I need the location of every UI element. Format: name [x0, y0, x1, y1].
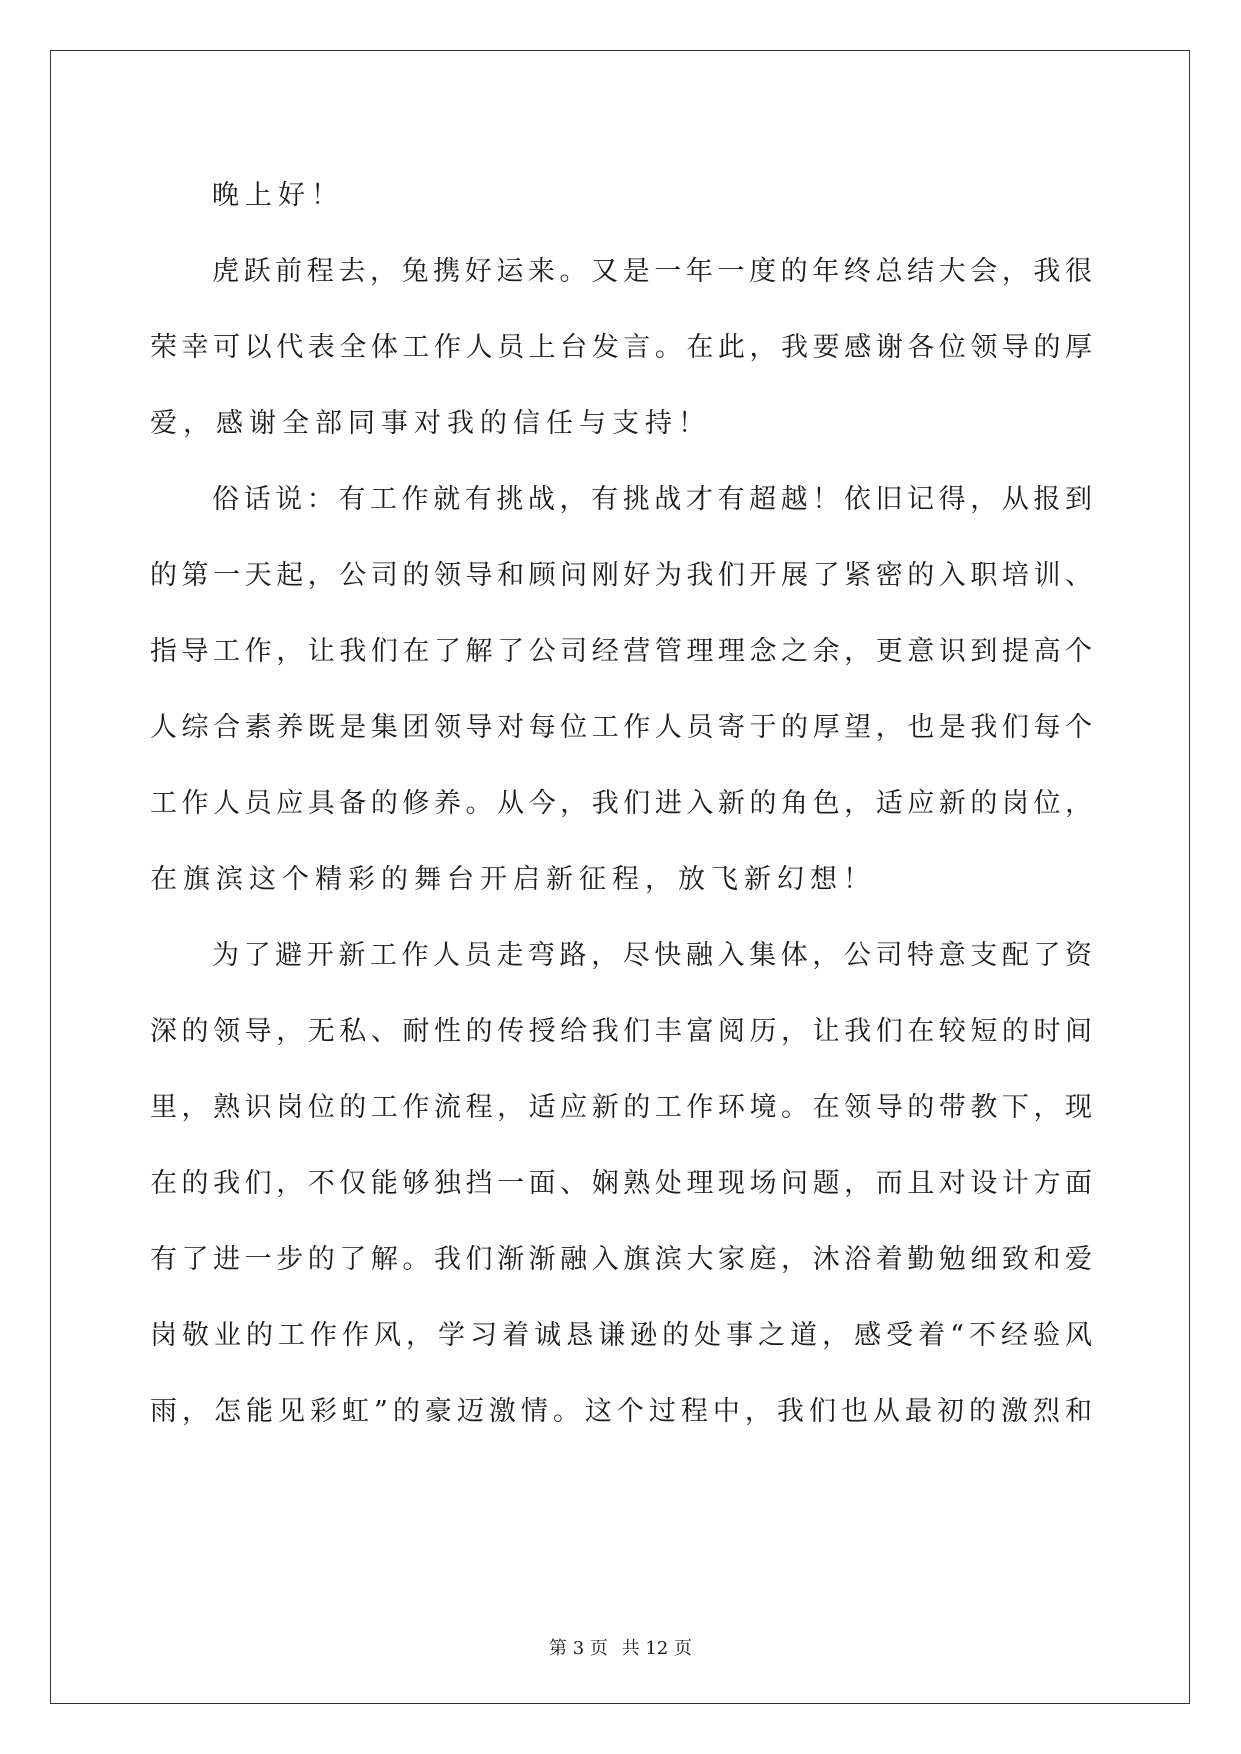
paragraph-line: 在的我们，不仅能够独挡一面、娴熟处理现场问题，而且对设计方面 — [150, 1168, 1092, 1199]
document-body — [150, 158, 1092, 1450]
paragraph-line: 岗敬业的工作作风，学习着诚恳谦逊的处事之道，感受着“不经验风 — [150, 1320, 1092, 1351]
paragraph-line: 里，熟识岗位的工作流程，适应新的工作环境。在领导的带教下，现 — [150, 1092, 1092, 1123]
paragraph-line: 的第一天起，公司的领导和顾问刚好为我们开展了紧密的入职培训、 — [150, 560, 1092, 591]
paragraph-line: 在旗滨这个精彩的舞台开启新征程，放飞新幻想！ — [150, 864, 876, 895]
page-footer — [0, 1634, 1241, 1660]
paragraph-line: 晚上好！ — [212, 180, 344, 211]
paragraph-line: 雨，怎能见彩虹”的豪迈激情。这个过程中，我们也从最初的激烈和 — [150, 1396, 1092, 1427]
paragraph-line: 虎跃前程去，兔携好运来。又是一年一度的年终总结大会，我很 — [212, 256, 1092, 287]
paragraph-line: 人综合素养既是集团领导对每位工作人员寄于的厚望，也是我们每个 — [150, 712, 1092, 743]
paragraph-line: 指导工作，让我们在了解了公司经营管理理念之余，更意识到提高个 — [150, 636, 1092, 667]
paragraph-line: 为了避开新工作人员走弯路，尽快融入集体，公司特意支配了资 — [212, 940, 1092, 971]
paragraph-line: 深的领导，无私、耐性的传授给我们丰富阅历，让我们在较短的时间 — [150, 1016, 1092, 1047]
paragraph-line: 荣幸可以代表全体工作人员上台发言。在此，我要感谢各位领导的厚 — [150, 332, 1092, 363]
page-number: 第 3 页 — [549, 1638, 608, 1659]
page-total: 共 12 页 — [621, 1638, 692, 1659]
paragraph-line: 爱，感谢全部同事对我的信任与支持！ — [150, 408, 711, 439]
paragraph-line: 有了进一步的了解。我们渐渐融入旗滨大家庭，沐浴着勤勉细致和爱 — [150, 1244, 1092, 1275]
paragraph-line: 俗话说：有工作就有挑战，有挑战才有超越！依旧记得，从报到 — [212, 484, 1092, 515]
paragraph-line: 工作人员应具备的修养。从今，我们进入新的角色，适应新的岗位， — [150, 788, 1092, 819]
